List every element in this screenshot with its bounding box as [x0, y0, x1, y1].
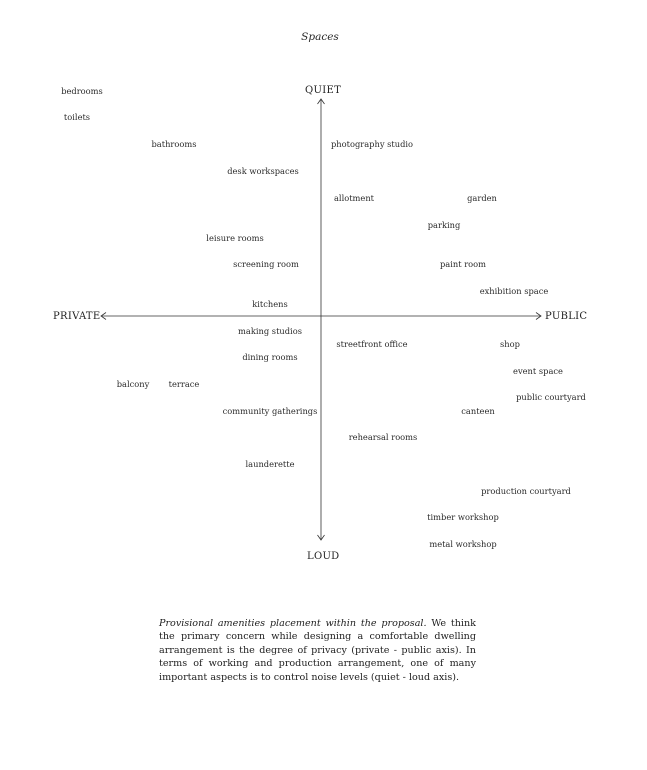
space-toilets: toilets [63, 112, 91, 122]
space-exhibition-space: exhibition space [479, 286, 549, 296]
space-photography-studio: photography studio [330, 139, 414, 149]
space-canteen: canteen [461, 406, 495, 416]
axis-label-loud: LOUD [307, 551, 340, 562]
space-streetfront-office: streetfront office [336, 339, 408, 349]
figure-caption [159, 617, 476, 684]
space-community-gatherings: community gatherings [222, 406, 318, 416]
axis-label-private: PRIVATE [53, 311, 101, 322]
space-dining-rooms: dining rooms [242, 352, 298, 362]
space-leisure-rooms: leisure rooms [206, 233, 264, 243]
space-allotment: allotment [333, 193, 375, 203]
space-rehearsal-rooms: rehearsal rooms [348, 432, 418, 442]
space-bedrooms: bedrooms [61, 86, 103, 96]
space-paint-room: paint room [439, 259, 487, 269]
caption-lead: Provisional amenities placement within the proposal. [159, 618, 427, 629]
space-public-courtyard: public courtyard [516, 392, 586, 402]
space-bathrooms: bathrooms [151, 139, 197, 149]
axis-label-quiet: QUIET [305, 85, 342, 96]
space-shop: shop [500, 339, 520, 349]
space-balcony: balcony [116, 379, 150, 389]
space-garden: garden [467, 193, 497, 203]
space-terrace: terrace [168, 379, 200, 389]
caption-body: We think the primary concern while designing a comfortable dwelling arrangement is the degree of privacy (private - public axis). In terms of working and production arrangement, one of many important aspects is to control noise levels (quiet - loud axis). [159, 618, 476, 683]
space-parking: parking [427, 220, 461, 230]
space-kitchens: kitchens [252, 299, 288, 309]
space-timber-workshop: timber workshop [427, 512, 499, 522]
space-screening-room: screening room [233, 259, 299, 269]
space-event-space: event space [513, 366, 563, 376]
space-desk-workspaces: desk workspaces [227, 166, 299, 176]
axis-label-public: PUBLIC [545, 311, 588, 322]
space-launderette: launderette [245, 459, 295, 469]
space-metal-workshop: metal workshop [429, 539, 497, 549]
space-production-courtyard: production courtyard [481, 486, 571, 496]
space-making-studios: making studios [238, 326, 302, 336]
diagram-title: Spaces [301, 31, 339, 43]
